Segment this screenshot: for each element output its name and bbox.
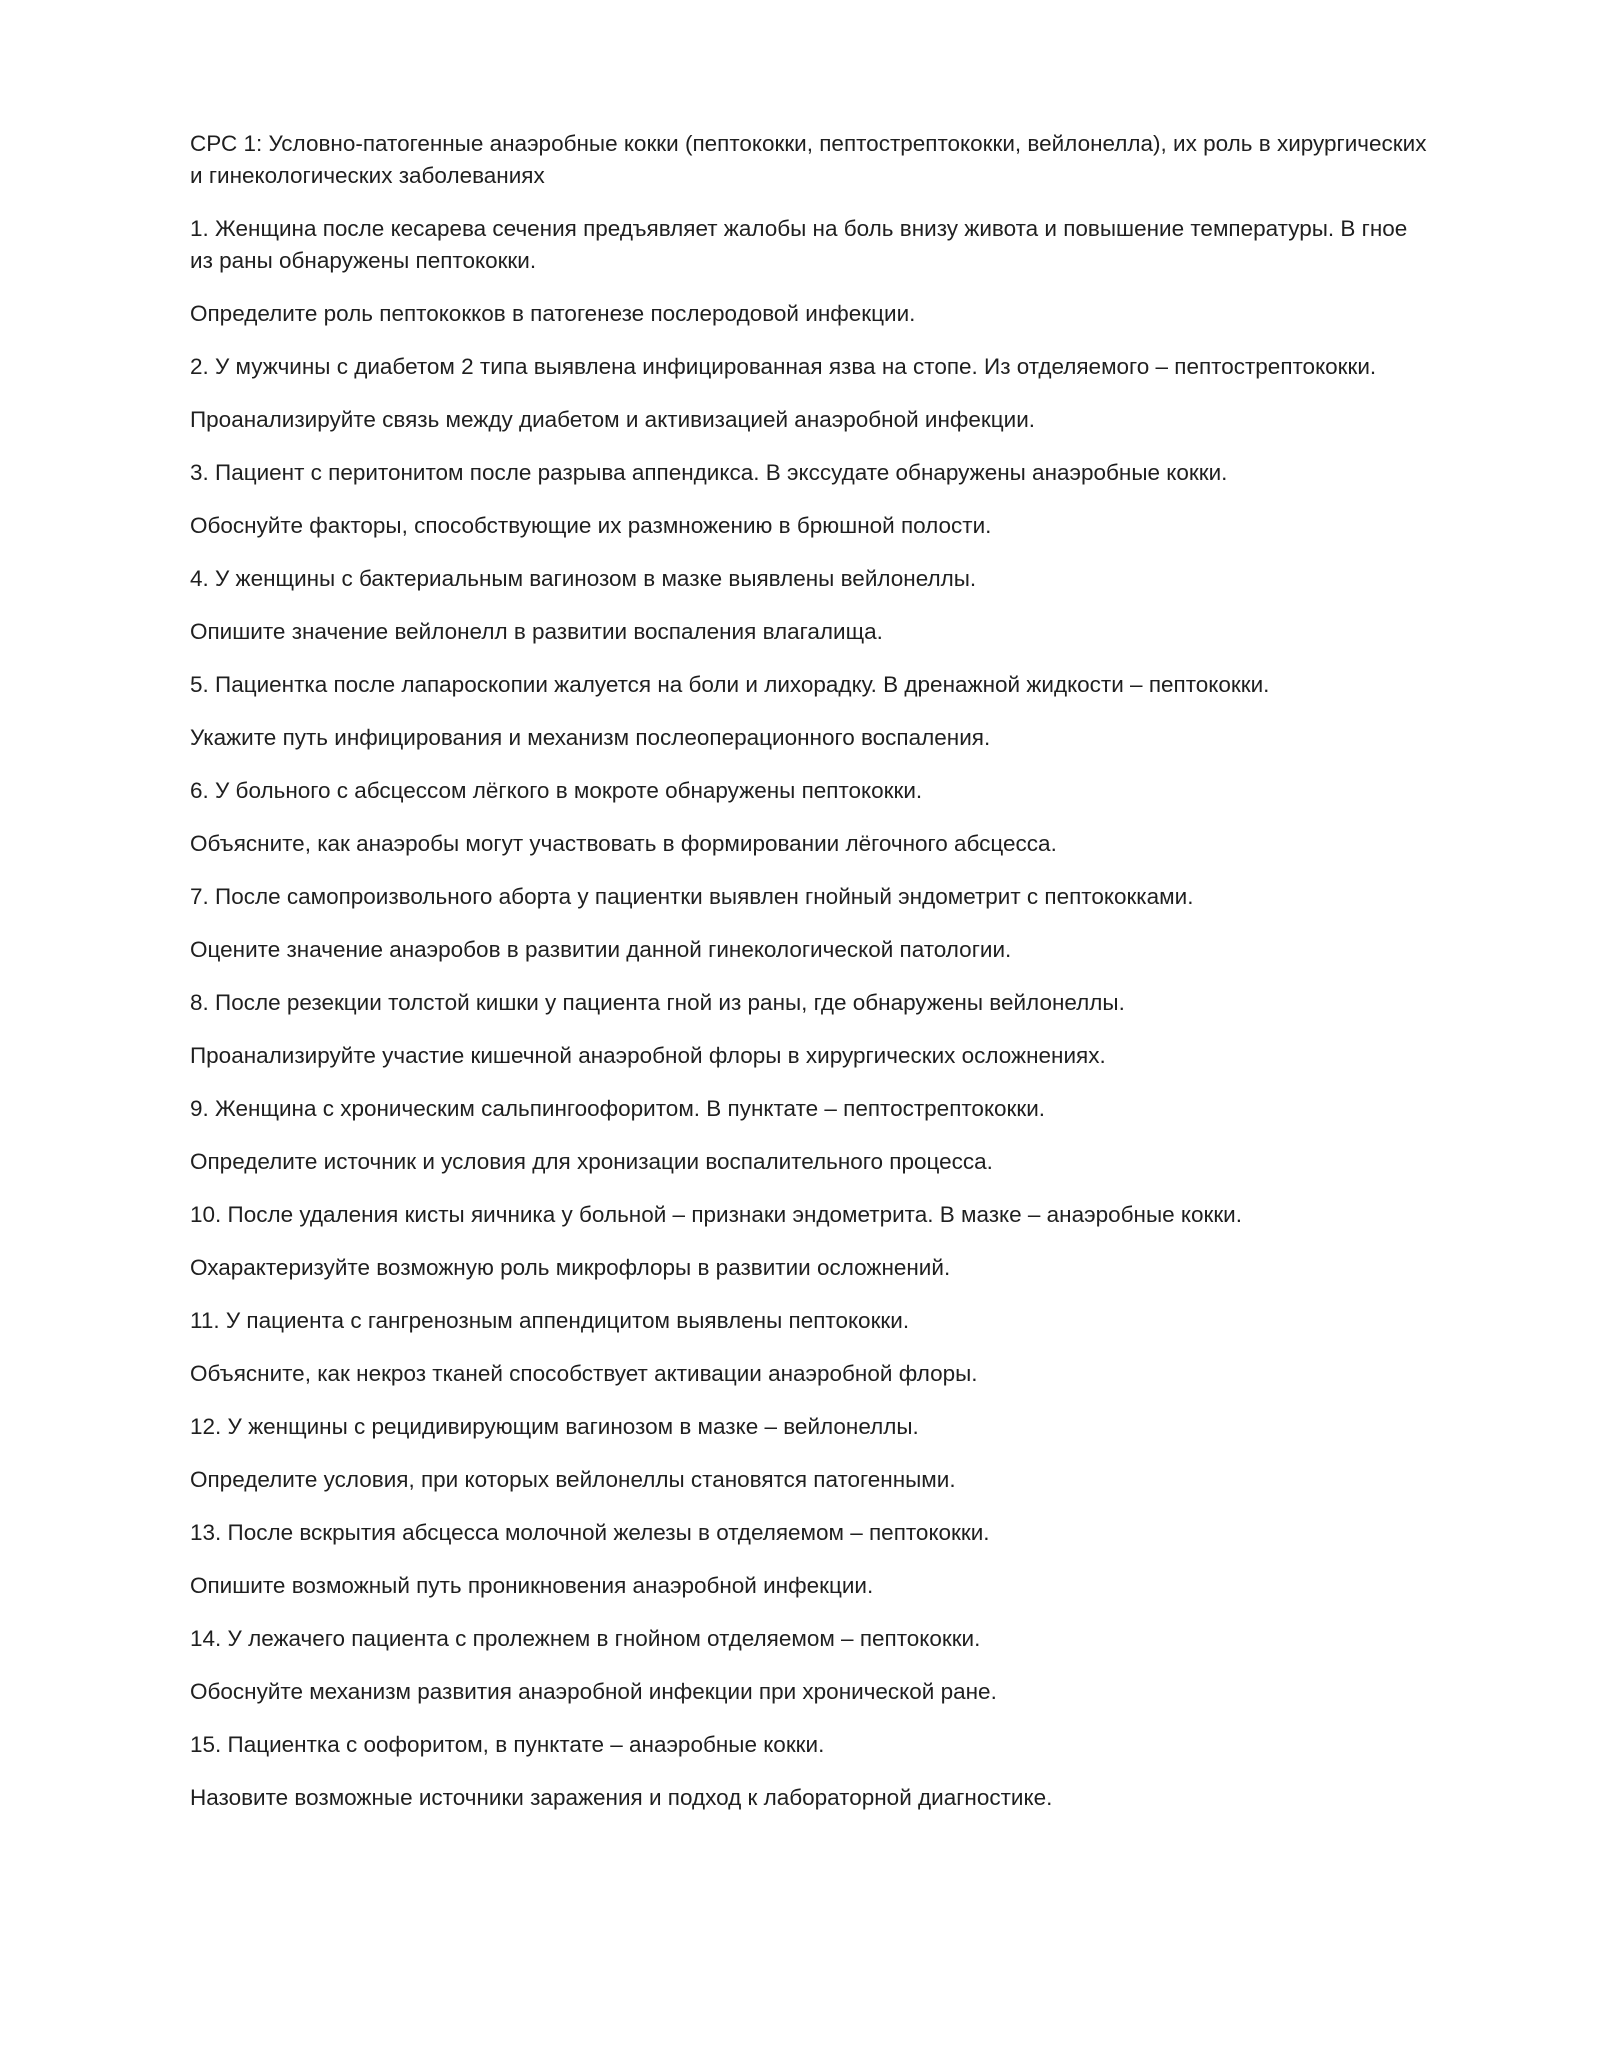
case-item-12 (190, 1411, 1430, 1496)
case-text: 5. Пациентка после лапароскопии жалуется на боли и лихорадку. В дренажной жидкости – пептококки. (190, 672, 1270, 697)
case-text: 15. Пациентка с оофоритом, в пунктате – анаэробные кокки. (190, 1732, 825, 1757)
case-item-13 (190, 1517, 1430, 1602)
task-text: Объясните, как анаэробы могут участвовать в формировании лёгочного абсцесса. (190, 831, 1057, 856)
task-text: Проанализируйте связь между диабетом и активизацией анаэробной инфекции. (190, 407, 1036, 432)
case-item-15 (190, 1729, 1430, 1814)
case-item-3 (190, 457, 1430, 542)
case-item-4 (190, 563, 1430, 648)
case-text: 7. После самопроизвольного аборта у пациентки выявлен гнойный эндометрит с пептококками. (190, 884, 1194, 909)
document-title: СРС 1: Условно-патогенные анаэробные кокки (пептококки, пептострептококки, вейлонелла), их роль в хирургических и гинекологических заболеваниях (190, 131, 1427, 188)
case-item-6 (190, 775, 1430, 860)
case-item-2 (190, 351, 1430, 436)
task-text: Опишите возможный путь проникновения анаэробной инфекции. (190, 1573, 874, 1598)
case-text: 2. У мужчины с диабетом 2 типа выявлена инфицированная язва на стопе. Из отделяемого – пептострептококки. (190, 354, 1377, 379)
case-text: 4. У женщины с бактериальным вагинозом в мазке выявлены вейлонеллы. (190, 566, 977, 591)
case-item-14 (190, 1623, 1430, 1708)
case-text: 1. Женщина после кесарева сечения предъявляет жалобы на боль внизу живота и повышение температуры. В гное из раны обнаружены пептококки. (190, 216, 1408, 273)
task-text: Определите роль пептококков в патогенезе послеродовой инфекции. (190, 301, 916, 326)
task-text: Назовите возможные источники заражения и подход к лабораторной диагностике. (190, 1785, 1053, 1810)
case-text: 13. После вскрытия абсцесса молочной железы в отделяемом – пептококки. (190, 1520, 990, 1545)
case-item-7 (190, 881, 1430, 966)
case-text: 12. У женщины с рецидивирующим вагинозом в мазке – вейлонеллы. (190, 1414, 919, 1439)
task-text: Объясните, как некроз тканей способствует активации анаэробной флоры. (190, 1361, 978, 1386)
document-body (190, 128, 1430, 1835)
case-text: 8. После резекции толстой кишки у пациента гной из раны, где обнаружены вейлонеллы. (190, 990, 1125, 1015)
task-text: Проанализируйте участие кишечной анаэробной флоры в хирургических осложнениях. (190, 1043, 1106, 1068)
case-text: 11. У пациента с гангренозным аппендицитом выявлены пептококки. (190, 1308, 910, 1333)
case-item-10 (190, 1199, 1430, 1284)
task-text: Определите условия, при которых вейлонеллы становятся патогенными. (190, 1467, 956, 1492)
task-text: Охарактеризуйте возможную роль микрофлоры в развитии осложнений. (190, 1255, 951, 1280)
task-text: Оцените значение анаэробов в развитии данной гинекологической патологии. (190, 937, 1012, 962)
case-text: 9. Женщина с хроническим сальпингоофоритом. В пунктате – пептострептококки. (190, 1096, 1046, 1121)
case-text: 6. У больного с абсцессом лёгкого в мокроте обнаружены пептококки. (190, 778, 923, 803)
case-text: 3. Пациент с перитонитом после разрыва аппендикса. В экссудате обнаружены анаэробные кокки. (190, 460, 1228, 485)
case-item-8 (190, 987, 1430, 1072)
task-text: Определите источник и условия для хронизации воспалительного процесса. (190, 1149, 993, 1174)
task-text: Обоснуйте факторы, способствующие их размножению в брюшной полости. (190, 513, 992, 538)
task-text: Обоснуйте механизм развития анаэробной инфекции при хронической ране. (190, 1679, 997, 1704)
task-text: Укажите путь инфицирования и механизм послеоперационного воспаления. (190, 725, 991, 750)
case-item-9 (190, 1093, 1430, 1178)
task-text: Опишите значение вейлонелл в развитии воспаления влагалища. (190, 619, 883, 644)
case-text: 14. У лежачего пациента с пролежнем в гнойном отделяемом – пептококки. (190, 1626, 981, 1651)
case-item-5 (190, 669, 1430, 754)
case-item-1 (190, 213, 1430, 330)
case-text: 10. После удаления кисты яичника у больной – признаки эндометрита. В мазке – анаэробные кокки. (190, 1202, 1242, 1227)
case-item-11 (190, 1305, 1430, 1390)
